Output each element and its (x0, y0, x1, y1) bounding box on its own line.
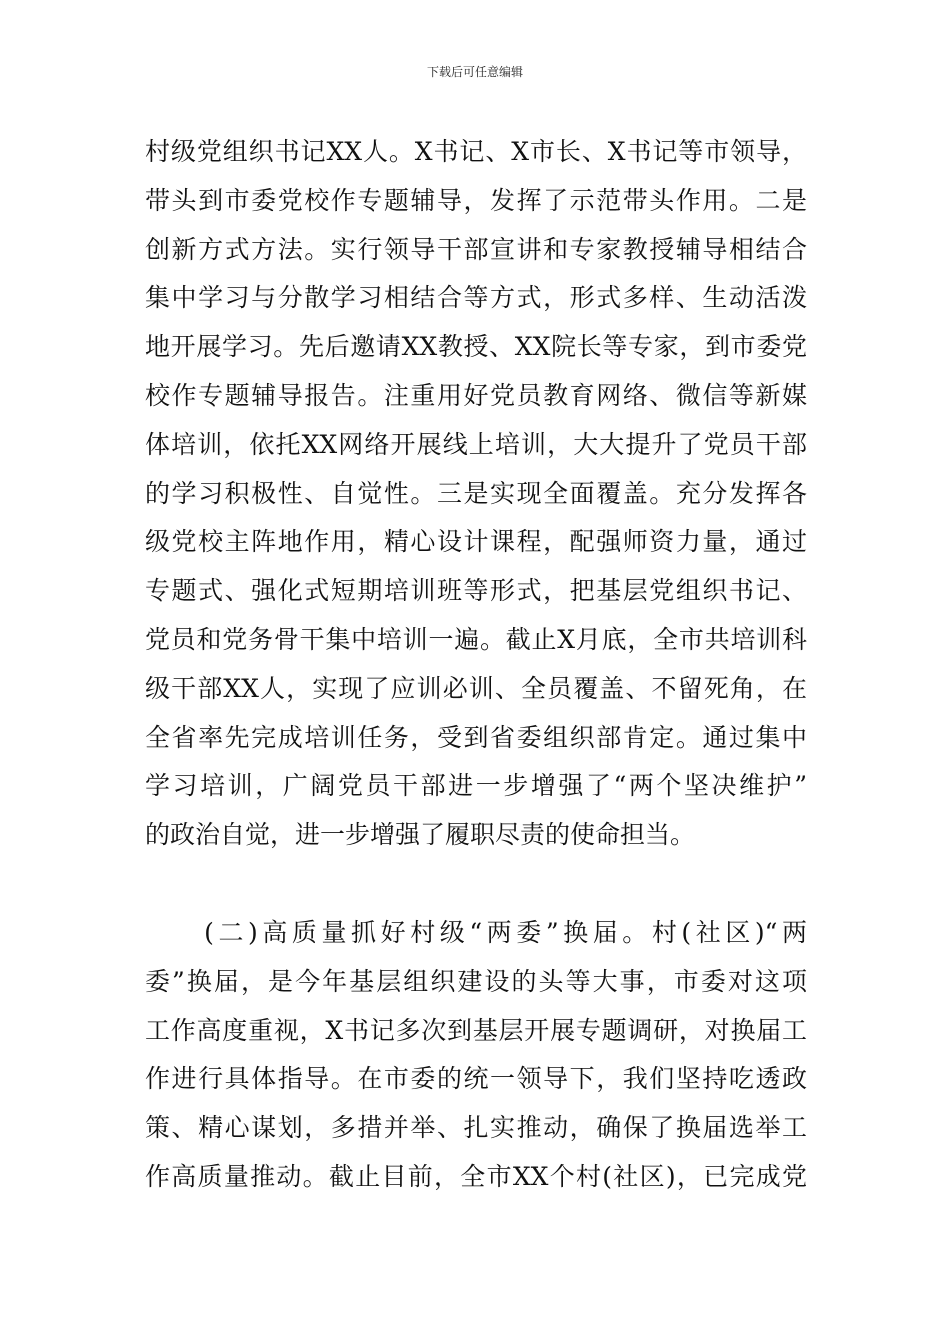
paragraph-spacer (145, 860, 807, 909)
text-line: 作进行具体指导。在市委的统一领导下，我们坚持吃透政 (145, 1064, 807, 1094)
text-line: 级党校主阵地作用，精心设计课程，配强师资力量，通过 (145, 527, 807, 557)
text-line: 体培训，依托XX网络开展线上培训，大大提升了党员干部 (145, 429, 807, 459)
text-line: 学习培训，广阔党员干部进一步增强了“两个坚决维护” (145, 771, 807, 801)
paragraph-1 (145, 128, 807, 860)
text-line: 集中学习与分散学习相结合等方式，形式多样、生动活泼 (145, 283, 807, 313)
text-line: 专题式、强化式短期培训班等形式，把基层党组织书记、 (145, 576, 807, 606)
text-line: 创新方式方法。实行领导干部宣讲和专家教授辅导相结合 (145, 234, 807, 264)
text-line: 的学习积极性、自觉性。三是实现全面覆盖。充分发挥各 (145, 478, 807, 508)
text-line: 委”换届，是今年基层组织建设的头等大事，市委对这项 (145, 966, 807, 996)
text-line: 党员和党务骨干集中培训一遍。截止X月底，全市共培训科 (145, 624, 807, 654)
document-body (145, 128, 807, 1202)
text-line: 作高质量推动。截止目前，全市XX个村(社区)，已完成党 (145, 1161, 807, 1191)
text-line: (二)高质量抓好村级“两委”换届。村(社区)“两 (145, 917, 807, 947)
text-line: 全省率先完成培训任务，受到省委组织部肯定。通过集中 (145, 722, 807, 752)
text-line: 地开展学习。先后邀请XX教授、XX院长等专家，到市委党 (145, 332, 807, 362)
text-line: 的政治自觉，进一步增强了履职尽责的使命担当。 (145, 820, 696, 850)
text-line: 村级党组织书记XX人。X书记、X市长、X书记等市领导， (145, 137, 807, 166)
page-header: 下载后可任意编辑 (426, 65, 523, 79)
text-line: 策、精心谋划，多措并举、扎实推动，确保了换届选举工 (145, 1113, 807, 1143)
text-line: 带头到市委党校作专题辅导，发挥了示范带头作用。二是 (145, 185, 807, 215)
paragraph-2 (145, 909, 807, 1202)
text-line: 校作专题辅导报告。注重用好党员教育网络、微信等新媒 (145, 380, 807, 410)
text-line: 工作高度重视，X书记多次到基层开展专题调研，对换届工 (145, 1015, 807, 1045)
text-line: 级干部XX人，实现了应训必训、全员覆盖、不留死角，在 (145, 673, 807, 703)
